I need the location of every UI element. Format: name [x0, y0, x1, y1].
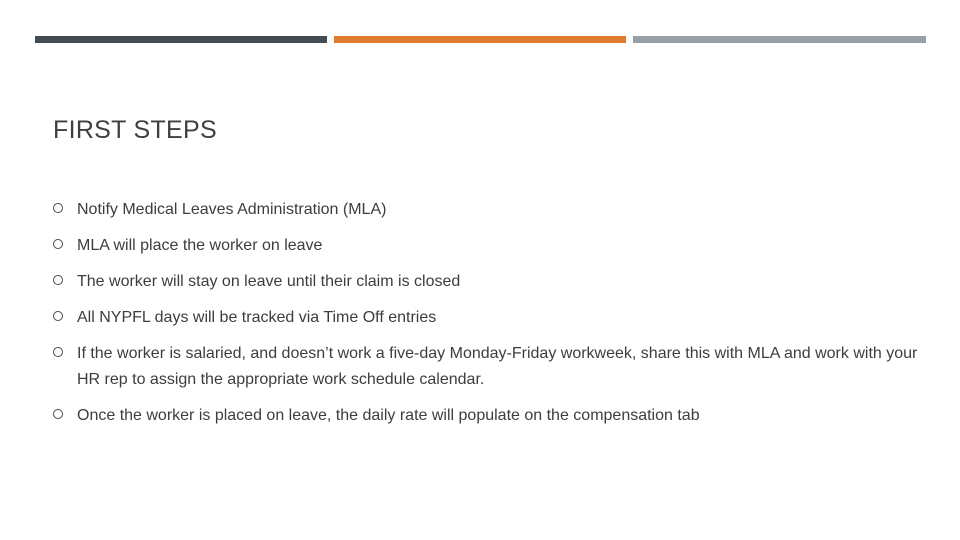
bullet-text: If the worker is salaried, and doesn’t work a five-day Monday-Friday workweek, share this with MLA and work with your HR rep to assign the appropriate work schedule calendar. [77, 345, 918, 388]
bullet-list [53, 197, 923, 439]
circle-outline-icon [53, 203, 63, 213]
bullet-item [53, 269, 923, 295]
circle-outline-icon [53, 311, 63, 321]
accent-bar-gray [633, 36, 926, 43]
bullet-text: Notify Medical Leaves Administration (MLA) [77, 201, 387, 218]
circle-outline-icon [53, 347, 63, 357]
accent-bar-orange [334, 36, 626, 43]
circle-outline-icon [53, 409, 63, 419]
bullet-text: The worker will stay on leave until their claim is closed [77, 273, 461, 290]
bullet-item [53, 341, 923, 393]
bullet-text: Once the worker is placed on leave, the daily rate will populate on the compensation tab [77, 407, 700, 424]
bullet-item [53, 197, 923, 223]
bullet-item [53, 305, 923, 331]
slide-title: FIRST STEPS [53, 116, 217, 144]
accent-bar-dark [35, 36, 327, 43]
accent-bars [35, 36, 926, 43]
bullet-item [53, 403, 923, 429]
bullet-text: MLA will place the worker on leave [77, 237, 323, 254]
circle-outline-icon [53, 275, 63, 285]
bullet-text: All NYPFL days will be tracked via Time Off entries [77, 309, 437, 326]
circle-outline-icon [53, 239, 63, 249]
bullet-item [53, 233, 923, 259]
